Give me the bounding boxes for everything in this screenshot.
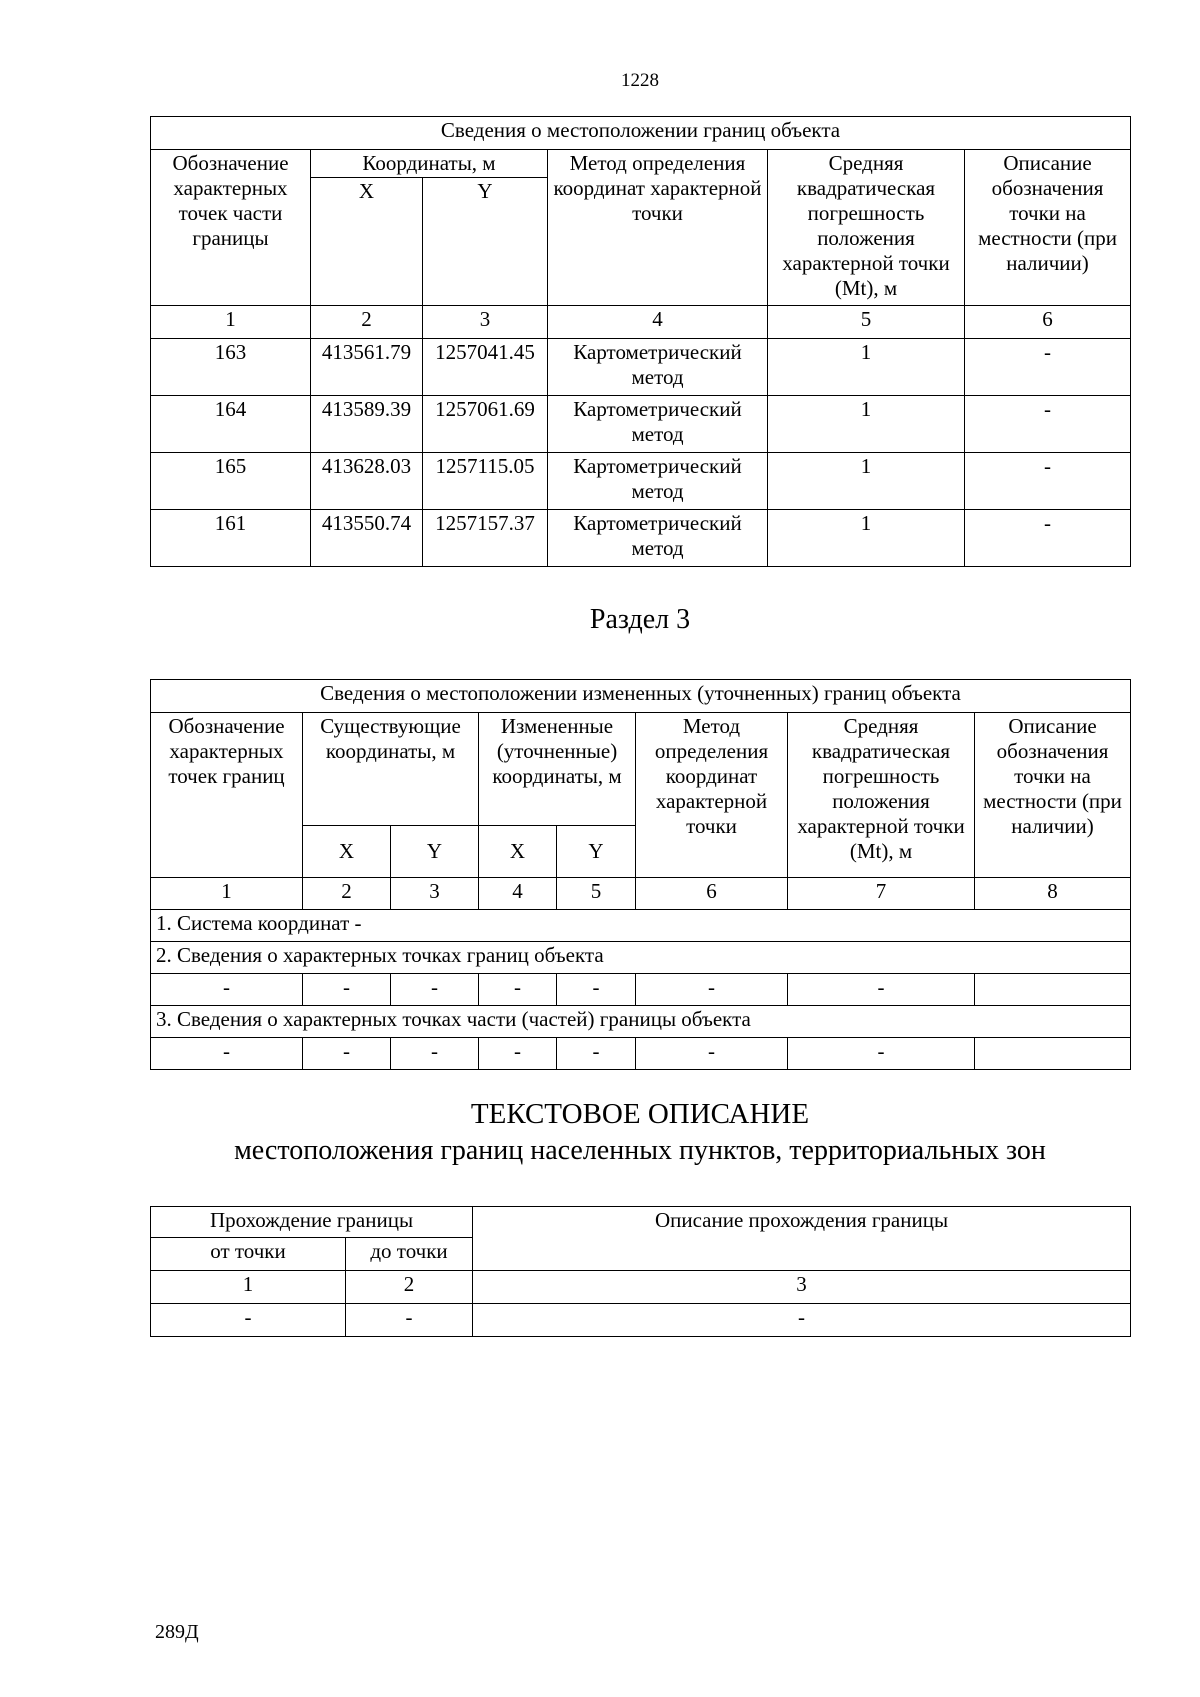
- table-row: [151, 396, 1131, 453]
- accuracy: 1: [768, 510, 965, 567]
- table-row: [151, 510, 1131, 567]
- table-cell: -: [151, 1038, 303, 1070]
- table-cell: -: [557, 974, 636, 1006]
- column-number: 2: [303, 878, 391, 910]
- column-number: 1: [151, 878, 303, 910]
- coord-x: 413561.79: [311, 339, 423, 396]
- column-number: 1: [151, 306, 311, 339]
- table3-header-from: от точки: [151, 1238, 346, 1271]
- table2-header-x2: X: [479, 826, 557, 878]
- table1-header-coords: Координаты, м: [311, 150, 548, 178]
- method: Картометрический метод: [548, 510, 768, 567]
- section-heading: Раздел 3: [589, 604, 691, 635]
- table-cell: -: [557, 1038, 636, 1070]
- column-number: 6: [636, 878, 788, 910]
- table2-section2: 2. Сведения о характерных точках границ объекта: [151, 942, 1131, 974]
- table-row: [151, 1038, 1131, 1070]
- table2-section1: 1. Система координат -: [151, 910, 1131, 942]
- table-cell: -: [788, 974, 975, 1006]
- boundary-location-table: [150, 116, 1131, 567]
- table-row: [151, 974, 1131, 1006]
- table2-header-point: Обозначение характерных точек границ: [151, 713, 303, 878]
- table-cell: -: [151, 974, 303, 1006]
- column-number: 2: [346, 1271, 473, 1304]
- coord-y: 1257115.05: [423, 453, 548, 510]
- table-cell: -: [303, 1038, 391, 1070]
- table-row: [151, 453, 1131, 510]
- table2-header-accuracy: Средняя квадратическая погрешность положения характерной точки (Mt), м: [788, 713, 975, 878]
- coord-x: 413628.03: [311, 453, 423, 510]
- table1-header-x: X: [311, 178, 423, 306]
- column-number: 3: [473, 1271, 1131, 1304]
- text-description-subtitle: местоположения границ населенных пунктов, территориальных зон: [234, 1135, 1046, 1166]
- table1-header-y: Y: [423, 178, 548, 306]
- method: Картометрический метод: [548, 339, 768, 396]
- table1-column-numbers: [151, 306, 1131, 339]
- table-cell: -: [391, 1038, 479, 1070]
- column-number: 6: [965, 306, 1131, 339]
- table2-header-y1: Y: [391, 826, 479, 878]
- to-point: -: [346, 1304, 473, 1337]
- page-number: 1228: [621, 70, 659, 91]
- column-number: 4: [548, 306, 768, 339]
- description: -: [965, 339, 1131, 396]
- table2-header-changed: Измененные (уточненные) координаты, м: [479, 713, 636, 826]
- table-cell: [975, 974, 1131, 1006]
- accuracy: 1: [768, 339, 965, 396]
- text-description-title: ТЕКСТОВОЕ ОПИСАНИЕ: [470, 1098, 810, 1130]
- coord-y: 1257061.69: [423, 396, 548, 453]
- table-cell: -: [479, 974, 557, 1006]
- table1-header-description: Описание обозначения точки на местности (при наличии): [965, 150, 1131, 306]
- coord-x: 413589.39: [311, 396, 423, 453]
- table1-header-point: Обозначение характерных точек части границы: [151, 150, 311, 306]
- description: -: [965, 510, 1131, 567]
- column-number: 8: [975, 878, 1131, 910]
- passage-description: -: [473, 1304, 1131, 1337]
- description: -: [965, 453, 1131, 510]
- column-number: 5: [557, 878, 636, 910]
- coord-x: 413550.74: [311, 510, 423, 567]
- table2-header-x1: X: [303, 826, 391, 878]
- table2-header-description: Описание обозначения точки на местности (при наличии): [975, 713, 1131, 878]
- description: -: [965, 396, 1131, 453]
- coord-y: 1257157.37: [423, 510, 548, 567]
- table-cell: -: [636, 974, 788, 1006]
- boundary-passage-table: [150, 1206, 1131, 1337]
- column-number: 2: [311, 306, 423, 339]
- table2-title: Сведения о местоположении измененных (уточненных) границ объекта: [151, 680, 1131, 713]
- table-cell: -: [479, 1038, 557, 1070]
- table2-header-existing: Существующие координаты, м: [303, 713, 479, 826]
- point-id: 163: [151, 339, 311, 396]
- footer-code: 289Д: [155, 1621, 199, 1643]
- table3-header-passage: Прохождение границы: [151, 1207, 473, 1238]
- table-row: [151, 339, 1131, 396]
- column-number: 1: [151, 1271, 346, 1304]
- column-number: 3: [391, 878, 479, 910]
- column-number: 7: [788, 878, 975, 910]
- table1-header-method: Метод определения координат характерной точки: [548, 150, 768, 306]
- table-cell: -: [636, 1038, 788, 1070]
- point-id: 161: [151, 510, 311, 567]
- column-number: 4: [479, 878, 557, 910]
- table3-header-description: Описание прохождения границы: [473, 1207, 1131, 1271]
- table-cell: -: [303, 974, 391, 1006]
- table3-header-to: до точки: [346, 1238, 473, 1271]
- table2-section3: 3. Сведения о характерных точках части (частей) границы объекта: [151, 1006, 1131, 1038]
- table-cell: [975, 1038, 1131, 1070]
- table1-title: Сведения о местоположении границ объекта: [151, 117, 1131, 150]
- point-id: 164: [151, 396, 311, 453]
- table-row: [151, 1304, 1131, 1337]
- changed-boundary-table: [150, 679, 1131, 1070]
- table2-header-y2: Y: [557, 826, 636, 878]
- accuracy: 1: [768, 453, 965, 510]
- column-number: 3: [423, 306, 548, 339]
- accuracy: 1: [768, 396, 965, 453]
- method: Картометрический метод: [548, 396, 768, 453]
- method: Картометрический метод: [548, 453, 768, 510]
- table1-header-accuracy: Средняя квадратическая погрешность положения характерной точки (Mt), м: [768, 150, 965, 306]
- column-number: 5: [768, 306, 965, 339]
- table2-header-method: Метод определения координат характерной точки: [636, 713, 788, 878]
- table2-column-numbers: [151, 878, 1131, 910]
- coord-y: 1257041.45: [423, 339, 548, 396]
- table-cell: -: [788, 1038, 975, 1070]
- table-cell: -: [391, 974, 479, 1006]
- point-id: 165: [151, 453, 311, 510]
- table3-column-numbers: [151, 1271, 1131, 1304]
- from-point: -: [151, 1304, 346, 1337]
